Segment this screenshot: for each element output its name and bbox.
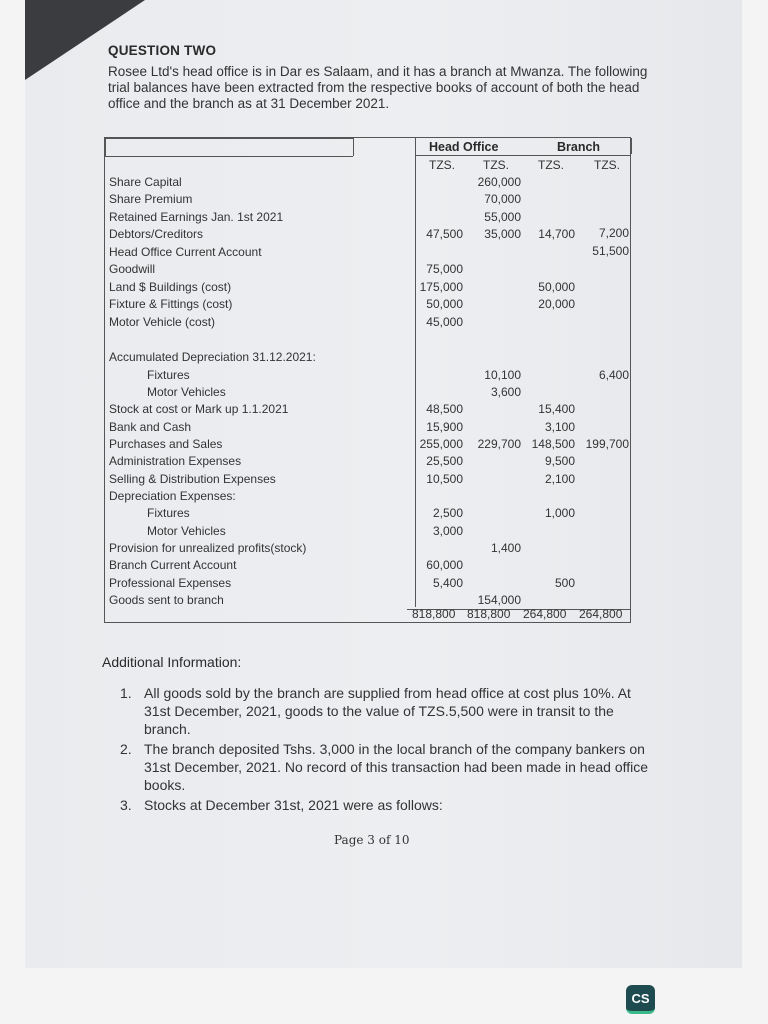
trial-balance-table [104, 137, 631, 623]
cell-br-dr: 9,500 [544, 454, 575, 468]
total-ho-cr: 818,800 [467, 607, 511, 621]
cell-ho-cr: 154,000 [477, 593, 521, 607]
cell-br-dr: 2,100 [544, 472, 575, 486]
row-label: Debtors/Creditors [109, 227, 204, 241]
label-column-rule [353, 138, 354, 156]
label-header-rule [105, 138, 353, 139]
cell-ho-dr: 50,000 [426, 297, 463, 311]
currency-ho-cr: TZS. [483, 158, 509, 172]
row-label: Land $ Buildings (cost) [109, 280, 232, 294]
additional-info-title: Additional Information: [102, 654, 242, 670]
row-label: Branch Current Account [109, 558, 237, 572]
note-item [120, 796, 650, 814]
additional-info-list [120, 684, 650, 816]
note-text: Stocks at December 31st, 2021 were as follows: [144, 797, 443, 813]
cell-br-dr: 14,700 [538, 227, 575, 241]
cell-ho-dr: 25,500 [426, 454, 463, 468]
total-ho-dr: 818,800 [412, 607, 456, 621]
cell-ho-cr: 35,000 [484, 227, 521, 241]
cell-ho-cr: 260,000 [477, 175, 521, 189]
question-intro: Rosee Ltd's head office is in Dar es Salaam, and it has a branch at Mwanza. The following trial balances have been extracted from the respective books of account of both the head office and the branch as at 31 December 2021. [108, 64, 648, 111]
cell-ho-cr: 70,000 [484, 192, 521, 206]
row-label: Depreciation Expenses: [109, 489, 236, 503]
row-label: Fixtures [147, 368, 190, 382]
cell-ho-dr: 45,000 [426, 315, 463, 329]
total-br-dr: 264,800 [523, 607, 567, 621]
camscanner-logo-icon: CS [626, 985, 655, 1014]
ho-column-rule [415, 138, 416, 607]
cell-br-cr: 6,400 [598, 368, 629, 382]
row-label: Goods sent to branch [109, 593, 224, 607]
note-item [120, 684, 650, 738]
row-label: Goodwill [109, 262, 156, 276]
cell-ho-cr: 10,100 [484, 368, 521, 382]
cell-br-dr: 1,000 [544, 506, 575, 520]
row-label: Share Premium [109, 192, 193, 206]
row-label: Fixture & Fittings (cost) [109, 297, 233, 311]
row-label: Motor Vehicle (cost) [109, 315, 216, 329]
cell-ho-dr: 10,500 [426, 472, 463, 486]
currency-br-dr: TZS. [538, 158, 564, 172]
right-rule [631, 138, 632, 154]
row-label: Provision for unrealized profits(stock) [109, 541, 307, 555]
cell-ho-cr: 1,400 [490, 541, 521, 555]
cell-ho-dr: 5,400 [432, 576, 463, 590]
row-label: Purchases and Sales [109, 437, 223, 451]
row-label: Motor Vehicles [147, 385, 226, 399]
note-number: 1. [120, 685, 132, 701]
cell-br-cr: 7,200 [598, 226, 629, 240]
cell-ho-dr: 75,000 [426, 262, 463, 276]
note-number: 2. [120, 741, 132, 757]
cell-br-cr: 51,500 [592, 244, 629, 258]
cell-br-dr: 50,000 [538, 280, 575, 294]
currency-br-cr: TZS. [594, 158, 620, 172]
cell-ho-dr: 2,500 [432, 506, 463, 520]
branch-header: Branch [557, 140, 601, 154]
label-header-bottom-rule [105, 156, 353, 157]
row-label: Administration Expenses [109, 454, 242, 468]
row-label: Selling & Distribution Expenses [109, 472, 276, 486]
cell-br-dr: 148,500 [531, 437, 575, 451]
note-text: All goods sold by the branch are supplied from head office at cost plus 10%. At 31st December, 2021, goods to the value of TZS.5,500 were in transit to the branch. [144, 685, 631, 737]
cell-br-dr: 500 [554, 576, 575, 590]
row-label: Professional Expenses [109, 576, 232, 590]
cell-ho-dr: 255,000 [419, 437, 463, 451]
note-item [120, 740, 650, 794]
question-title: QUESTION TWO [108, 43, 217, 58]
row-label: Motor Vehicles [147, 524, 226, 538]
cell-br-dr: 20,000 [538, 297, 575, 311]
head-office-header: Head Office [429, 140, 499, 154]
row-label: Head Office Current Account [109, 245, 262, 259]
cell-ho-cr: 55,000 [484, 210, 521, 224]
row-label: Stock at cost or Mark up 1.1.2021 [109, 402, 289, 416]
cell-ho-cr: 3,600 [490, 385, 521, 399]
row-label: Retained Earnings Jan. 1st 2021 [109, 210, 284, 224]
header-left-rule [105, 138, 106, 156]
cell-ho-dr: 60,000 [426, 558, 463, 572]
row-label: Fixtures [147, 506, 190, 520]
total-br-cr: 264,800 [579, 607, 623, 621]
page-number: Page 3 of 10 [334, 833, 410, 847]
cell-ho-dr: 48,500 [426, 402, 463, 416]
row-label: Bank and Cash [109, 420, 192, 434]
row-label: Accumulated Depreciation 31.12.2021: [109, 350, 316, 364]
cell-ho-dr: 15,900 [426, 420, 463, 434]
header-rule [415, 155, 631, 156]
note-number: 3. [120, 797, 132, 813]
cell-br-dr: 15,400 [538, 402, 575, 416]
note-text: The branch deposited Tshs. 3,000 in the local branch of the company bankers on 31st December, 2021. No record of this transaction had been made in head office books. [144, 741, 649, 793]
currency-ho-dr: TZS. [429, 158, 455, 172]
cell-ho-cr: 229,700 [477, 437, 521, 451]
cell-ho-dr: 3,000 [432, 524, 463, 538]
row-label: Share Capital [109, 175, 182, 189]
cell-ho-dr: 175,000 [419, 280, 463, 294]
cell-br-cr: 199,700 [585, 437, 629, 451]
cell-ho-dr: 47,500 [426, 227, 463, 241]
cell-br-dr: 3,100 [544, 420, 575, 434]
